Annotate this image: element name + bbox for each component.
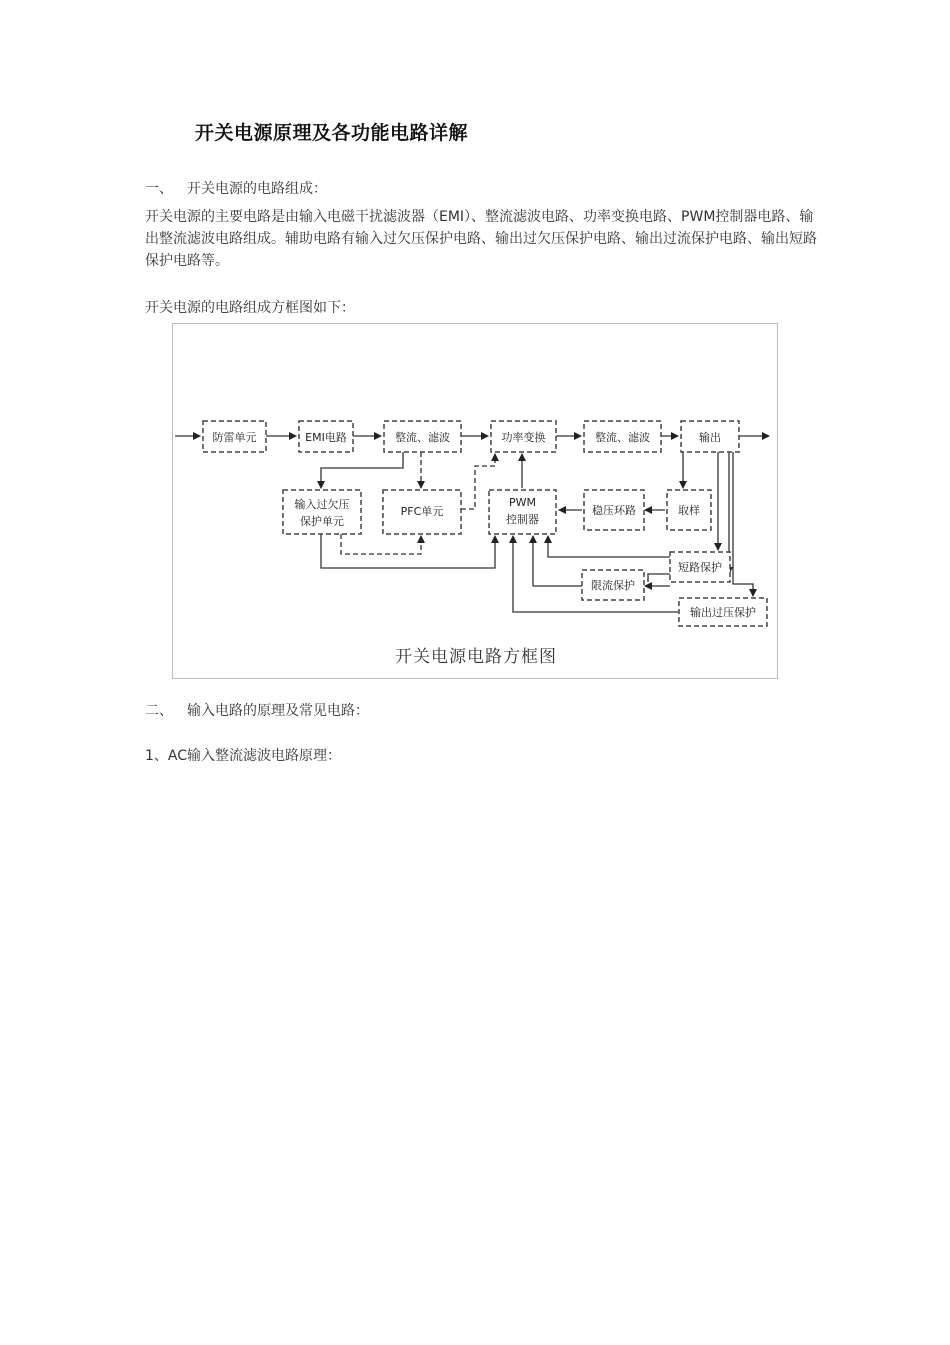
block-rectifier-filter-1 bbox=[384, 421, 461, 452]
svg-text:整流、滤波: 整流、滤波 bbox=[395, 431, 450, 444]
svg-text:输入过欠压: 输入过欠压 bbox=[294, 498, 350, 511]
diagram-intro-text: 开关电源的电路组成方框图如下： bbox=[145, 300, 355, 316]
svg-text:EMI电路: EMI电路 bbox=[305, 431, 347, 444]
wire-current-pwm bbox=[533, 536, 582, 586]
block-rectifier-filter-2 bbox=[584, 421, 661, 452]
svg-text:PWM: PWM bbox=[508, 496, 537, 509]
wire-inputprot-pfc bbox=[341, 534, 421, 554]
block-emi bbox=[299, 421, 353, 452]
svg-text:保护单元: 保护单元 bbox=[300, 515, 344, 528]
section-2-heading bbox=[145, 700, 369, 722]
svg-text:输出: 输出 bbox=[699, 431, 721, 444]
paragraph-circuit-composition: 开关电源的主要电路是由输入电磁干扰滤波器（EMI）、整流滤波电路、功率变换电路、PWM控制器电路、输出整流滤波电路组成。辅助电路有输入过欠压保护电路、输出过欠压保护电路、输出过流保护电路、输出短路保护电路等。 bbox=[145, 209, 817, 269]
block-lightning bbox=[203, 421, 266, 452]
wire-output-overvolt bbox=[733, 452, 753, 596]
block-sample bbox=[667, 490, 711, 530]
section-2-number: 二、 bbox=[145, 703, 173, 719]
section-1-number: 一、 bbox=[145, 181, 173, 197]
block-output bbox=[681, 421, 739, 452]
block-diagram-figure bbox=[172, 323, 778, 679]
block-pwm-controller bbox=[489, 490, 556, 534]
svg-text:限流保护: 限流保护 bbox=[591, 579, 635, 592]
block-input-protection bbox=[283, 490, 361, 534]
svg-text:功率变换: 功率变换 bbox=[501, 431, 546, 444]
block-current-limit bbox=[582, 570, 644, 600]
subsection-1-heading: 1、AC输入整流滤波电路原理： bbox=[145, 748, 342, 764]
block-power-conversion bbox=[491, 421, 556, 452]
document-title: 开关电源原理及各功能电路详解 bbox=[195, 122, 469, 144]
wire-short-pwm bbox=[548, 536, 670, 557]
svg-text:整流、滤波: 整流、滤波 bbox=[595, 431, 650, 444]
block-overvoltage-protection bbox=[679, 598, 767, 626]
wire-rect1-inputprot bbox=[321, 452, 403, 488]
svg-text:PFC单元: PFC单元 bbox=[400, 505, 444, 518]
block-short-protection bbox=[670, 552, 730, 582]
svg-text:短路保护: 短路保护 bbox=[678, 561, 722, 574]
block-regulator-loop bbox=[584, 490, 644, 530]
wire-inputprot-pwm bbox=[321, 534, 495, 568]
block-diagram-svg bbox=[173, 324, 779, 680]
section-1-heading bbox=[145, 178, 327, 200]
svg-text:稳压环路: 稳压环路 bbox=[592, 504, 636, 517]
svg-text:防雷单元: 防雷单元 bbox=[212, 431, 257, 444]
svg-text:输出过压保护: 输出过压保护 bbox=[690, 606, 756, 619]
section-1-title: 开关电源的电路组成： bbox=[187, 181, 327, 197]
block-pfc bbox=[383, 490, 461, 534]
section-2-title: 输入电路的原理及常见电路： bbox=[187, 703, 369, 719]
svg-text:取样: 取样 bbox=[678, 504, 700, 517]
diagram-caption: 开关电源电路方框图 bbox=[395, 647, 557, 667]
svg-text:控制器: 控制器 bbox=[506, 513, 539, 526]
